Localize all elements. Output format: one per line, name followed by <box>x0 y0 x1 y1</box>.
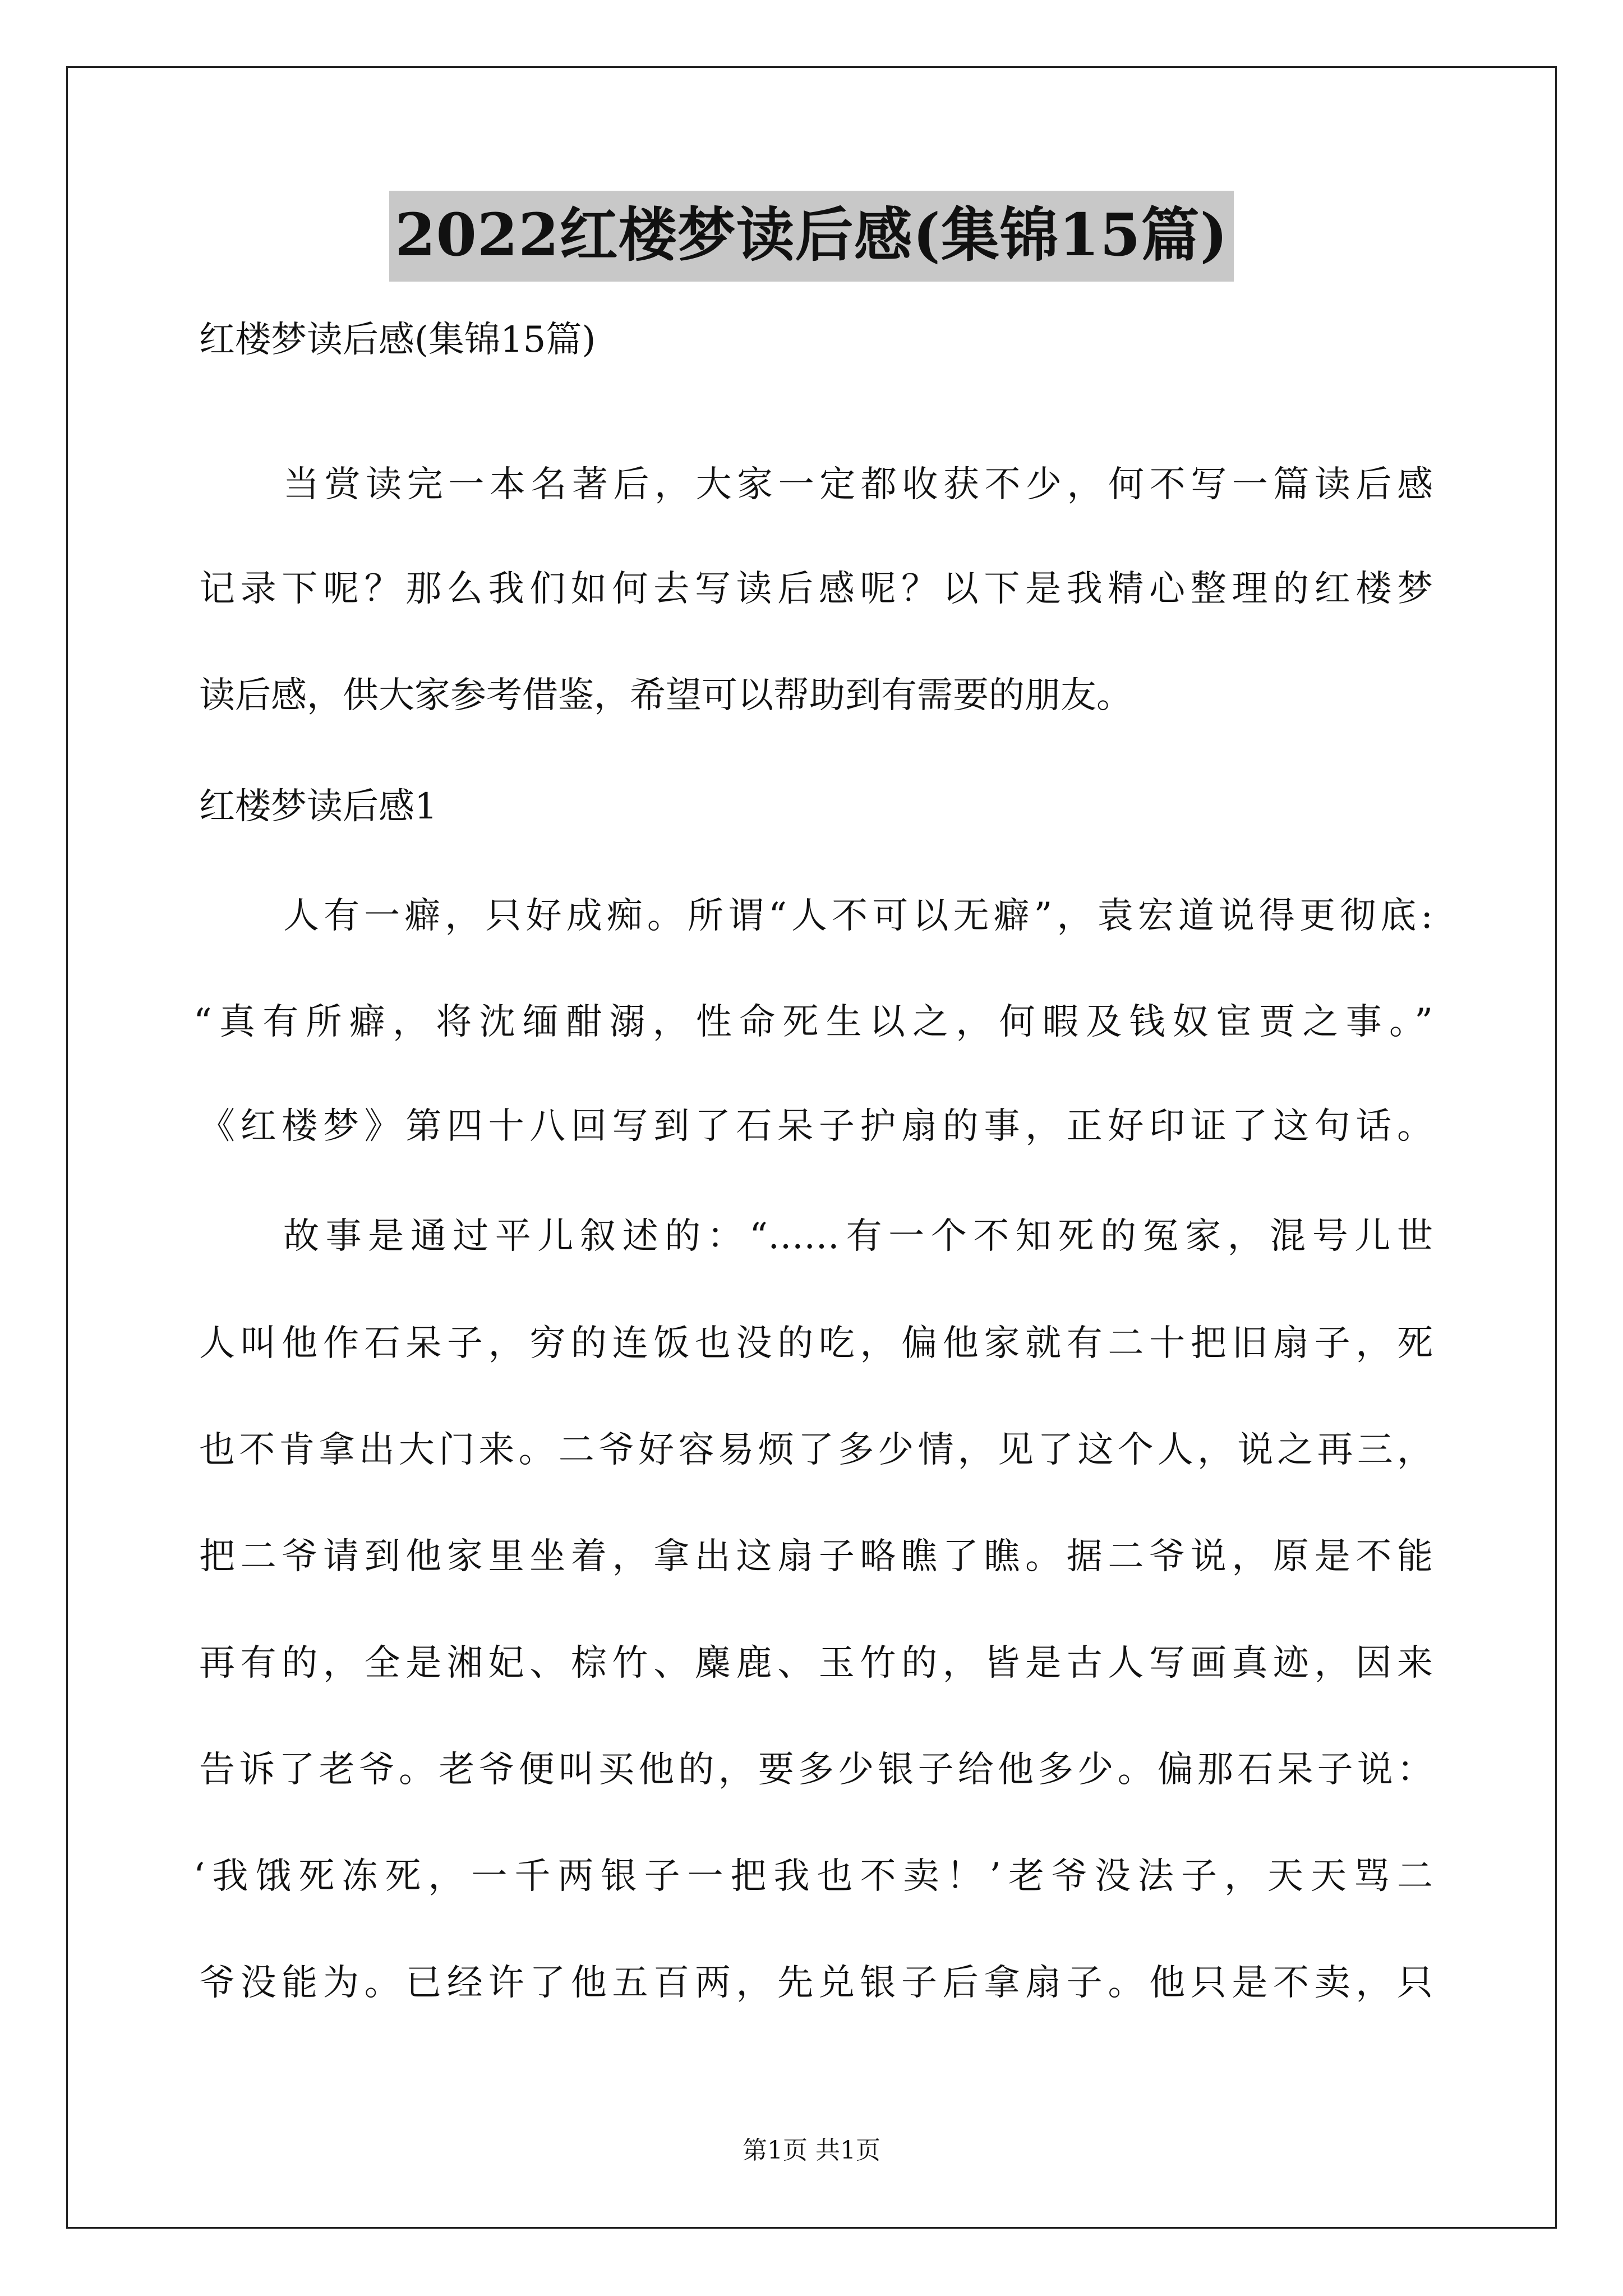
title-container <box>0 191 1623 282</box>
paragraph-line: 故事是通过平儿叙述的：“……有一个不知死的冤家，混号儿世 <box>283 1216 1433 1257</box>
paragraph-line: “真有所癖，将沈缅酣溺，性命死生以之，何暇及钱奴宦贾之事。” <box>193 1001 1433 1043</box>
document-title: 2022红楼梦读后感(集锦15篇) <box>389 191 1234 282</box>
paragraph-line: 再有的，全是湘妃、棕竹、麋鹿、玉竹的，皆是古人写画真迹，因来 <box>199 1642 1433 1684</box>
intro-line: 读后感，供大家参考借鉴，希望可以帮助到有需要的朋友。 <box>199 675 1132 716</box>
intro-line: 记录下呢？那么我们如何去写读后感呢？以下是我精心整理的红楼梦 <box>199 568 1433 610</box>
paragraph-line: 告诉了老爷。老爷便叫买他的，要多少银子给他多少。偏那石呆子说： <box>199 1749 1433 1791</box>
intro-line: 当赏读完一本名著后，大家一定都收获不少，何不写一篇读后感 <box>283 464 1433 505</box>
document-subtitle: 红楼梦读后感(集锦15篇) <box>199 319 596 361</box>
paragraph-line: 爷没能为。已经许了他五百两，先兑银子后拿扇子。他只是不卖，只 <box>199 1962 1433 2004</box>
paragraph-line: 人有一癖，只好成痴。所谓“人不可以无癖”，袁宏道说得更彻底: <box>283 895 1433 937</box>
paragraph-line: ‘我饿死冻死，一千两银子一把我也不卖！’老爷没法子，天天骂二 <box>193 1856 1433 1897</box>
section-heading: 红楼梦读后感1 <box>199 786 437 827</box>
paragraph-line: 《红楼梦》第四十八回写到了石呆子护扇的事，正好印证了这句话。 <box>199 1106 1433 1147</box>
paragraph-line: 也不肯拿出大门来。二爷好容易烦了多少情，见了这个人，说之再三， <box>199 1429 1433 1471</box>
paragraph-line: 把二爷请到他家里坐着，拿出这扇子略瞧了瞧。据二爷说，原是不能 <box>199 1536 1433 1577</box>
page-footer: 第1页 共1页 <box>743 2136 880 2165</box>
paragraph-line: 人叫他作石呆子，穷的连饭也没的吃，偏他家就有二十把旧扇子，死 <box>199 1323 1433 1364</box>
